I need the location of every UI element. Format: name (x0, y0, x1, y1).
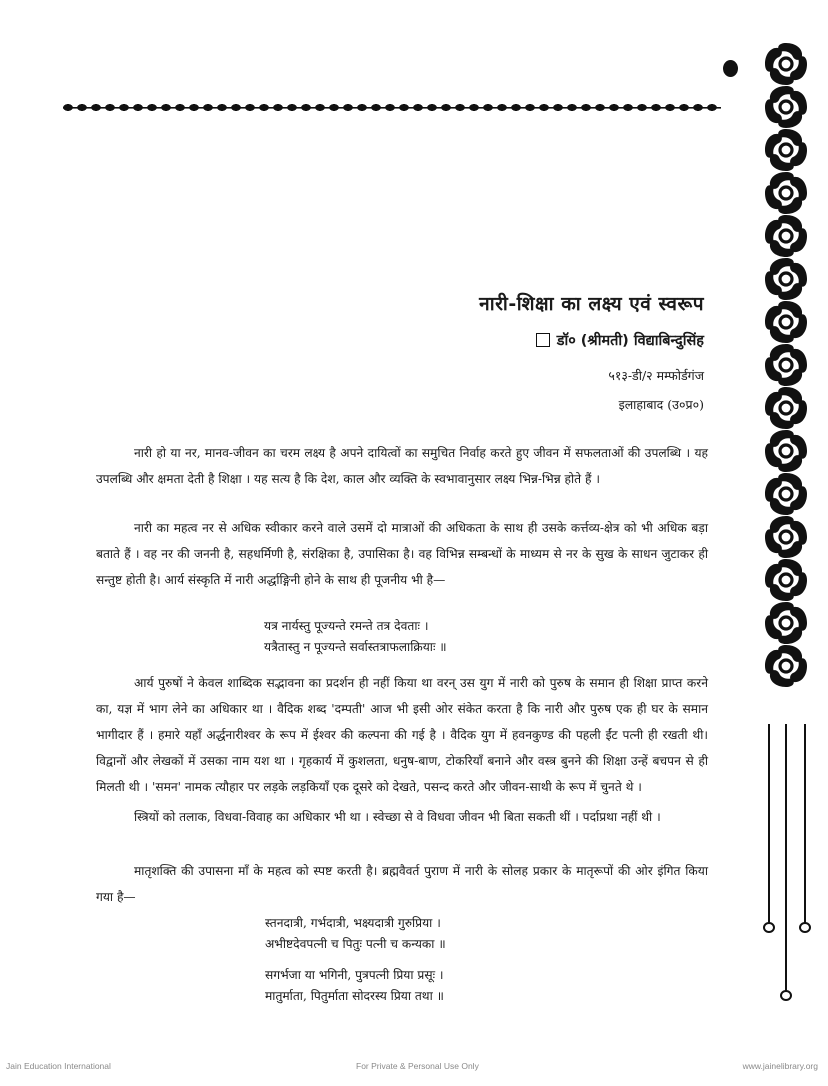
ornament-stems (762, 724, 810, 1014)
author-address-line1: ५१३-डी/२ मम्फोर्डगंज (608, 368, 704, 383)
author-line (536, 330, 704, 350)
paisley-swirl-icon (763, 471, 809, 517)
paragraph: स्त्रियों को तलाक, विधवा-विवाह का अधिकार भी था । स्वेच्छा से वे विधवा जीवन भी बिता सकती थीं । पर्दाप्रथा नहीं थी । (134, 810, 661, 824)
paragraph: मातृशक्ति की उपासना माँ के महत्व को स्पष्ट करती है। ब्रह्मवैवर्त पुराण में नारी के सोलह प्रकार के मातृरूपों की ओर इंगित किया गया है— (96, 864, 708, 904)
footer-center: For Private & Personal Use Only (356, 1061, 479, 1071)
body-block-2 (96, 515, 708, 593)
stem-line (785, 724, 787, 992)
verse-line: अभीष्टदेवपत्नी च पितुः पत्नी च कन्यका ॥ (265, 937, 446, 951)
paisley-swirl-icon (763, 643, 809, 689)
paisley-swirl-icon (763, 428, 809, 474)
sanskrit-verse (265, 965, 444, 1007)
stem-line (804, 724, 806, 924)
ornament-dot (723, 60, 738, 77)
paisley-swirl-icon (763, 299, 809, 345)
paisley-swirl-icon (763, 600, 809, 646)
sanskrit-verse (265, 913, 446, 955)
paisley-swirl-icon (763, 127, 809, 173)
sanskrit-verse (264, 616, 447, 658)
body-block-4 (96, 804, 708, 830)
paisley-swirl-icon (763, 84, 809, 130)
paisley-swirl-icon (763, 342, 809, 388)
stem-ring-icon (799, 922, 811, 933)
footer-link[interactable]: www.jainelibrary.org (742, 1061, 818, 1071)
verse-line: स्तनदात्री, गर्भदात्री, भक्ष्यदात्री गुरुप्रिया । (265, 916, 441, 930)
author-address-line2: इलाहाबाद (उ०प्र०) (618, 397, 704, 412)
paisley-swirl-icon (763, 170, 809, 216)
paragraph: आर्य पुरुषों ने केवल शाब्दिक सद्भावना का प्रदर्शन ही नहीं किया था वरन् उस युग में नारी को पुरुष के समान ही शिक्षा प्राप्त करने का, यज्ञ में भाग लेने का अधिकार था । वैदिक शब्द 'दम्पती' आज भी इसी ओर संकेत करता है कि नारी और पुरुष एक ही घर के समान भागीदार हैं । हमारे यहाँ अर्द्धनारीश्वर के रूप में ईश्वर की कल्पना की गई है । वैदिक युग में हवनकुण्ड की पहली ईंट पत्नी ही रखती थी। विद्वानों और लेखकों में उसका नाम यश था । गृहकार्य में कुशलता, धनुष-बाण, टोकरियाँ बनाने और वस्त्र बुनने की शिक्षा उन्हें बचपन से ही मिलती थी । 'समन' नामक त्यौहार पर लड़के लड़कियाँ एक दूसरे को देखते, पसन्द करते और जीवन-साथी के रूप में चुनते थे । (96, 676, 708, 794)
checkbox-square-icon (536, 333, 550, 347)
author-name: डॉ० (श्रीमती) विद्याबिन्दुसिंह (556, 333, 704, 349)
verse-line: सगर्भजा या भगिनी, पुत्रपत्नी प्रिया प्रसूः । (265, 968, 444, 982)
paisley-swirl-icon (763, 213, 809, 259)
paisley-swirl-icon (763, 256, 809, 302)
paisley-swirl-icon (763, 385, 809, 431)
article-title: नारी-शिक्षा का लक्ष्य एवं स्वरूप (479, 293, 704, 315)
stem-line (768, 724, 770, 924)
stem-ring-icon (763, 922, 775, 933)
verse-line: यत्रैतास्तु न पूज्यन्ते सर्वास्तत्राफलाक्रियाः ॥ (264, 640, 447, 654)
body-block-3 (96, 670, 708, 800)
paisley-swirl-icon (763, 41, 809, 87)
verse-line: मातुर्माता, पितुर्माता सोदरस्य प्रिया तथा ॥ (265, 989, 444, 1003)
footer-left: Jain Education International (6, 1061, 111, 1071)
right-ornamental-border (762, 44, 810, 724)
stem-ring-icon (780, 990, 792, 1001)
paragraph: नारी का महत्व नर से अधिक स्वीकार करने वाले उसमें दो मात्राओं की अधिकता के साथ ही उसके कर्त्तव्य-क्षेत्र को भी अधिक बड़ा बताते हैं । वह नर की जननी है, सहधर्मिणी है, संरक्षिका है, उपासिका है। वह विभिन्न सम्बन्धों के माध्यम से नर के सुख के साधन जुटाकर ही सन्तुष्ट होती है। आर्य संस्कृति में नारी अर्द्धाङ्गिनी होने के साथ ही पूजनीय भी है— (96, 521, 708, 587)
body-block-5 (96, 858, 708, 910)
paisley-swirl-icon (763, 557, 809, 603)
paisley-swirl-icon (763, 514, 809, 560)
body-block-1 (96, 440, 708, 492)
verse-line: यत्र नार्यस्तु पूज्यन्ते रमन्ते तत्र देवताः । (264, 619, 429, 633)
paragraph: नारी हो या नर, मानव-जीवन का चरम लक्ष्य है अपने दायित्वों का समुचित निर्वाह करते हुए जीवन में सफलताओं की उपलब्धि । यह उपलब्धि और क्षमता देती है शिक्षा । यह सत्य है कि देश, काल और व्यक्ति के स्वभावानुसार लक्ष्य भिन्न-भिन्न होते हैं । (96, 446, 708, 486)
top-dotted-rule (63, 104, 721, 111)
